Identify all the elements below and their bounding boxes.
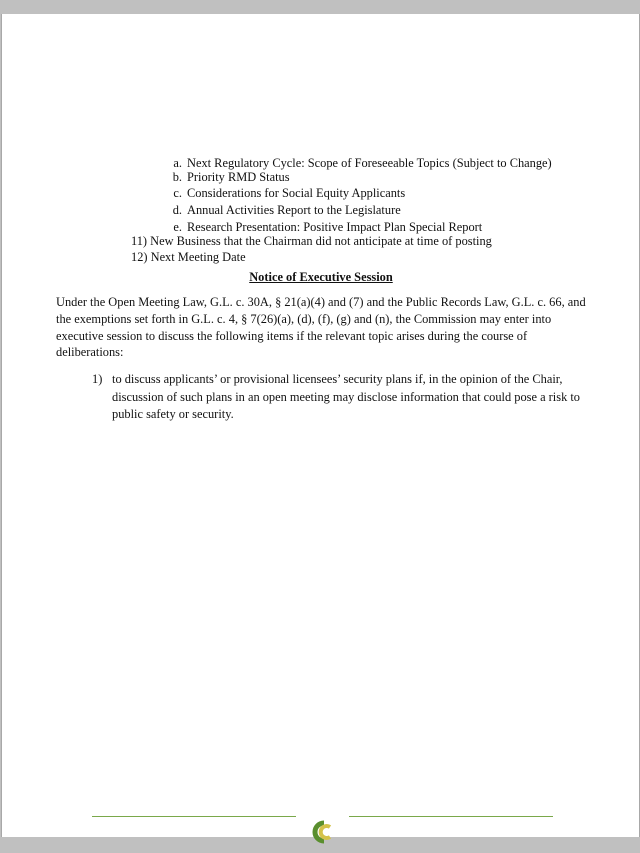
commission-c-logo-icon	[310, 820, 336, 844]
exec-item-text: to discuss applicants’ or provisional licensees’ security plans if, in the opinion of the Chair, discussion of such plans in an open meeting may disclose information that could pose a risk to public safety or security.	[112, 372, 581, 421]
sub-item-text: Considerations for Social Equity Applicants	[187, 186, 406, 200]
sub-item-marker: c.	[173, 186, 182, 200]
sub-item-marker: b.	[172, 170, 182, 184]
section-heading: Notice of Executive Session	[249, 270, 393, 284]
sub-item-text: Annual Activities Report to the Legislature	[187, 203, 401, 217]
sub-item-text: Next Regulatory Cycle: Scope of Foreseeable Topics (Subject to Change)	[187, 156, 552, 170]
executive-session-paragraph: Under the Open Meeting Law, G.L. c. 30A, § 21(a)(4) and (7) and the Public Records Law, G.L. c. 66, and the exemptions set forth in G.L. c. 4, § 7(26)(a), (d), (f), (g) and (n), the Commission may enter into executive session to discuss the following items if the relevant topic arises during the course of deliberations:	[56, 295, 586, 360]
footer-rule-right	[349, 816, 553, 817]
sub-item-text: Research Presentation: Positive Impact Plan Special Report	[187, 220, 483, 234]
sub-item-marker: d.	[172, 203, 182, 217]
agenda-item-11: 11) New Business that the Chairman did not anticipate at time of posting	[131, 234, 492, 248]
sub-item-marker: a.	[173, 156, 182, 170]
document-page	[1, 14, 640, 837]
footer-rule-left	[92, 816, 296, 817]
exec-item-marker: 1)	[92, 372, 103, 386]
sub-item-text: Priority RMD Status	[187, 170, 290, 184]
agenda-item-12: 12) Next Meeting Date	[131, 250, 246, 264]
sub-item-marker: e.	[173, 220, 182, 234]
